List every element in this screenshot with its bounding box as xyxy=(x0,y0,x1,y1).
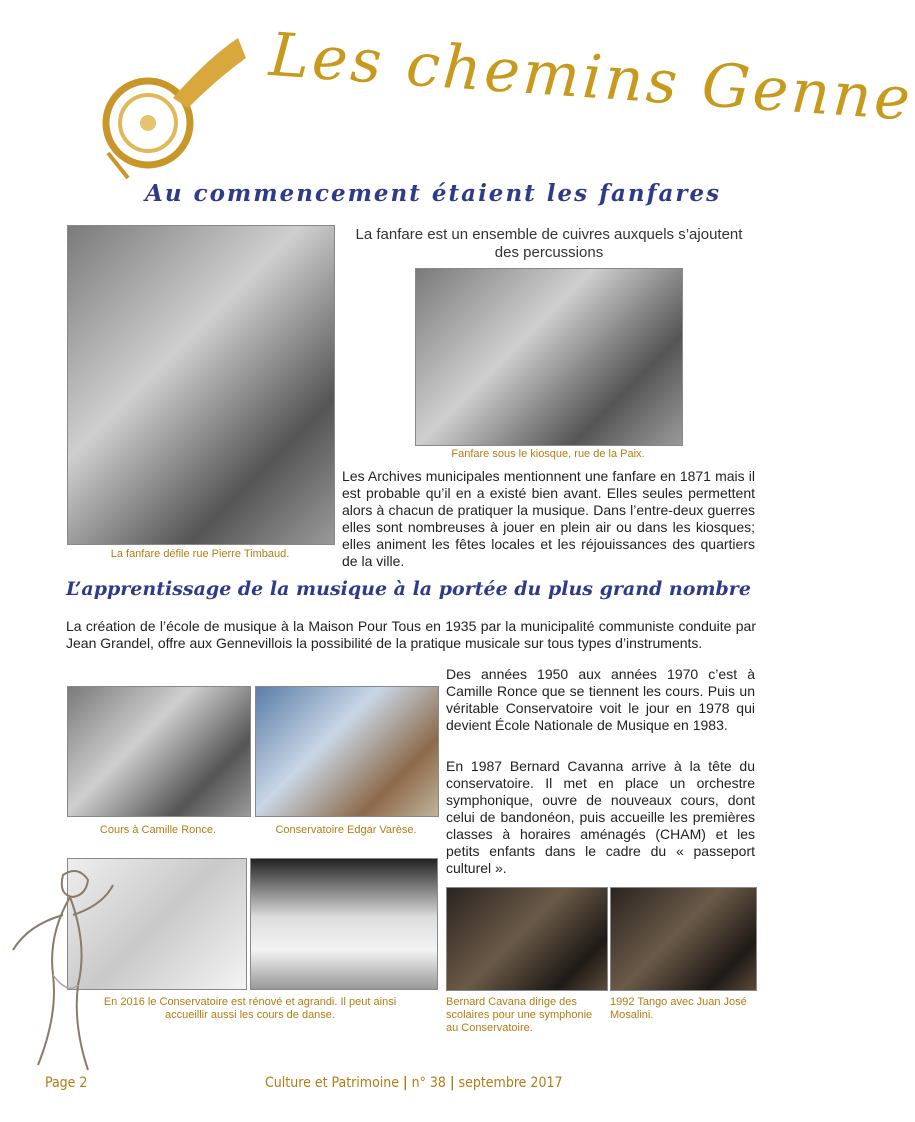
conservatoire-paragraph-2: En 1987 Bernard Cavanna arrive à la tête du conservatoire. Il met en place un orchestre symphonique, ouvre de nouveaux cours, dont celui de bandonéon, puis accueille les premières classes à horaires aménagés (CHAM) et les petits enfants dans le cadre du « passeport culturel ». xyxy=(446,758,755,876)
photo-conservatoire-varese xyxy=(255,686,439,817)
dancer-sketch-illustration xyxy=(8,855,118,1085)
fanfare-definition: La fanfare est un ensemble de cuivres auxquels s’ajoutent des percussions xyxy=(355,226,743,261)
photo-tango-mosalini xyxy=(610,887,757,991)
issue-date: septembre 2017 xyxy=(458,1075,563,1091)
french-horn-illustration xyxy=(88,28,248,188)
section-heading-fanfares: Au commencement étaient les fanfares xyxy=(145,180,722,207)
photo-kiosque xyxy=(415,268,683,446)
fanfare-history-paragraph: Les Archives municipales mentionnent une fanfare en 1871 mais il est probable qu’il en a existé bien avant. Elles seules permettent alors à chacun de pratiquer la musique. Dans l’entre-deux guerres elles sont nombreuses à jouer en plein air ou dans les kiosques; elles animent les fêtes locales et les réjouissances des quartiers de la ville. xyxy=(342,468,755,569)
publication-name: Culture et Patrimoine xyxy=(265,1075,400,1091)
publication-footer: Culture et Patrimoine | n° 38 | septembre 2017 xyxy=(265,1075,563,1091)
photo-bernard-cavana xyxy=(446,887,608,991)
caption-fanfare-parade: La fanfare défile rue Pierre Timbaud. xyxy=(110,548,290,560)
caption-bernard-cavana: Bernard Cavana dirige des scolaires pour une symphonie au Conservatoire. xyxy=(446,996,593,1034)
photo-conservatoire-interior xyxy=(250,858,438,990)
caption-tango: 1992 Tango avec Juan José Mosalini. xyxy=(610,996,747,1021)
photo-fanfare-parade xyxy=(67,225,335,545)
page-number: Page 2 xyxy=(45,1075,88,1091)
conservatoire-paragraph-1: Des années 1950 aux années 1970 c’est à Camille Ronce que se tiennent les cours. Puis un véritable Conservatoire voit le jour en 1978 qui devient École Nationale de Musique en 1983. xyxy=(446,666,755,733)
photo-camille-ronce xyxy=(67,686,251,817)
caption-varese: Conservatoire Edgar Varèse. xyxy=(275,824,417,836)
issue-number: n° 38 xyxy=(411,1075,446,1091)
caption-camille-ronce: Cours à Camille Ronce. xyxy=(99,824,217,836)
caption-2016-renovation: En 2016 le Conservatoire est rénové et agrandi. Il peut ainsi accueillir aussi les cours de danse. xyxy=(103,996,397,1021)
section-heading-apprentissage: L’apprentissage de la musique à la portée du plus grand nombre xyxy=(66,578,751,600)
page-title: Les chemins Genne xyxy=(267,20,915,135)
caption-kiosque: Fanfare sous le kiosque, rue de la Paix. xyxy=(451,448,645,460)
ecole-musique-intro: La création de l’école de musique à la Maison Pour Tous en 1935 par la municipalité communiste conduite par Jean Grandel, offre aux Gennevillois la possibilité de la pratique musicale sur tous types d’instruments. xyxy=(66,618,756,651)
